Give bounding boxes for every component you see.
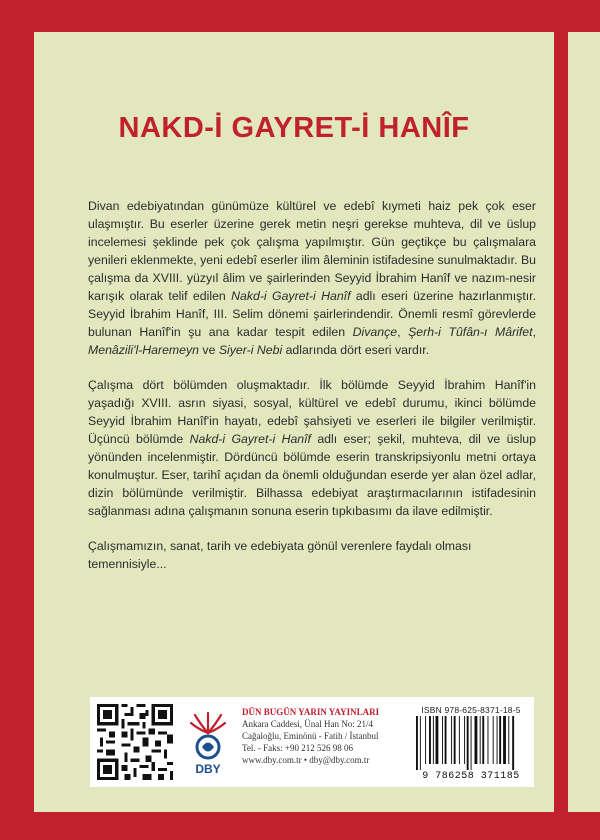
footer-info-box <box>90 697 534 787</box>
barcode-bar <box>508 716 509 764</box>
text-run: ve <box>199 343 219 357</box>
barcode-bar <box>482 716 484 764</box>
adjacent-panel <box>568 32 600 812</box>
barcode-bar <box>467 716 469 770</box>
paragraph-1 <box>88 197 536 359</box>
barcode-bar <box>445 716 447 764</box>
barcode-bar <box>499 716 501 764</box>
publisher-address-line-1: Ankara Caddesi, Ünal Han No: 21/4 <box>242 719 373 729</box>
barcode-bar <box>429 716 431 764</box>
barcode-icon <box>412 716 530 770</box>
barcode-bar <box>493 716 494 764</box>
barcode-bar <box>420 716 421 770</box>
barcode-bar <box>475 716 478 764</box>
barcode-bar <box>433 716 434 764</box>
text-run: , <box>397 325 409 339</box>
book-title: NAKD-İ GAYRET-İ HANÎF <box>118 112 470 144</box>
barcode-bar <box>451 716 452 764</box>
text-run: Divan edebiyatından günümüze kültürel ve edebî kıymeti haiz pek çok eser ulaşmıştır. Bu eserler üzerine gerek metin neşri gerekse muhteva, dil ve üslup incelemesi şeklinde pek çok çalışma yapılmıştır. Gün geçtikçe bu çalışmalara yenileri eklenmekte, yeni edebî eserler ilim âleminin istifadesine sunulmaktadır. Bu çalışma da XVIII. yüzyıl âlim ve şairlerinden Seyyid İbrahim Hanîf ve nazım-nesir karışık olarak telif edilen <box>88 199 536 303</box>
barcode-bar <box>503 716 506 764</box>
barcode-bar <box>442 716 443 764</box>
text-run: adlı eser; şekil, muhteva, dil ve üslup yönünden incelenmiştir. Dördüncü bölümde eserin transkripsiyonlu metni ortaya konulmuştur. Eser, tarihî açıdan da önemli olduğundan eserde yer alan özel adlar, dizin bölümünde verilmiştir. Bilhassa edebiyat araştırmacılarının istifadesinin sağlanması adına çalışmanın sonuna eserin tıpkıbasımı da ilave edilmiştir. <box>88 432 536 518</box>
barcode-bar <box>454 716 456 764</box>
barcode-number: 9 786258 371185 <box>422 771 520 782</box>
barcode-bar <box>425 716 426 764</box>
barcode-bar <box>416 716 418 770</box>
publisher-block <box>242 706 402 766</box>
barcode-bar <box>464 716 465 764</box>
paragraph-2 <box>88 376 536 520</box>
publisher-web-email[interactable]: www.dby.com.tr • dby@dby.com.tr <box>242 755 370 765</box>
italic-title-run: Şerh-i Tûfân-ı Mârifet <box>408 325 533 339</box>
barcode-bar <box>497 716 498 764</box>
barcode-bar <box>480 716 481 764</box>
logo-text: DBY <box>195 762 221 776</box>
italic-title-run: Divançe <box>352 325 398 339</box>
back-cover-text <box>88 197 536 590</box>
text-run: , <box>532 325 536 339</box>
italic-title-run: Nakd-i Gayret-i Hanîf <box>189 432 311 446</box>
barcode-bar <box>459 716 460 764</box>
publisher-name: DÜN BUGÜN YARIN YAYINLARI <box>242 707 380 717</box>
publisher-phone: Tel. - Faks: +90 212 526 98 06 <box>242 743 353 753</box>
isbn-label: ISBN 978-625-8371-18-5 <box>421 705 521 715</box>
barcode-bar <box>512 716 514 770</box>
cover-panel <box>34 32 554 812</box>
dby-logo-icon <box>186 707 230 779</box>
barcode-bar <box>436 716 439 764</box>
text-run: adlarında dört eseri vardır. <box>282 343 430 357</box>
qr-code-icon[interactable] <box>97 704 173 780</box>
publisher-address-line-2: Cağaloğlu, Eminönü - Fatih / İstanbul <box>242 731 379 741</box>
barcode-block <box>412 704 530 782</box>
italic-title-run: Menâzili'l-Haremeyn <box>88 343 200 357</box>
italic-title-run: Nakd-i Gayret-i Hanîf <box>231 289 351 303</box>
text-run: Çalışma dört bölümden oluşmaktadır. İlk bölümde Seyyid İbrahim Hanîf'in yaşadığı XVIII. asrın siyasi, sosyal, kültürel ve edebî durumu, ikinci bölümde Seyyid İbrahim Hanîf'in hayatı, edebî şahsiyeti ve eserleri ile bilgiler verilmiştir. Üçüncü bölümde <box>88 378 536 446</box>
closing-sentence: Çalışmamızın, sanat, tarih ve edebiyata gönül verenlere faydalı olması temennisiyle... <box>88 539 472 571</box>
italic-title-run: Siyer-i Nebi <box>218 343 283 357</box>
barcode-bar <box>471 716 472 770</box>
barcode-bar <box>488 716 489 764</box>
text-run: adlı eseri üzerine hazırlanmıştır. Seyyid İbrahim Hanîf, III. Selim dönemi şairlerindendir. Önemli resmî görevlerde bulunan Hanîf'in şu ana kadar tespit edilen <box>88 289 537 339</box>
